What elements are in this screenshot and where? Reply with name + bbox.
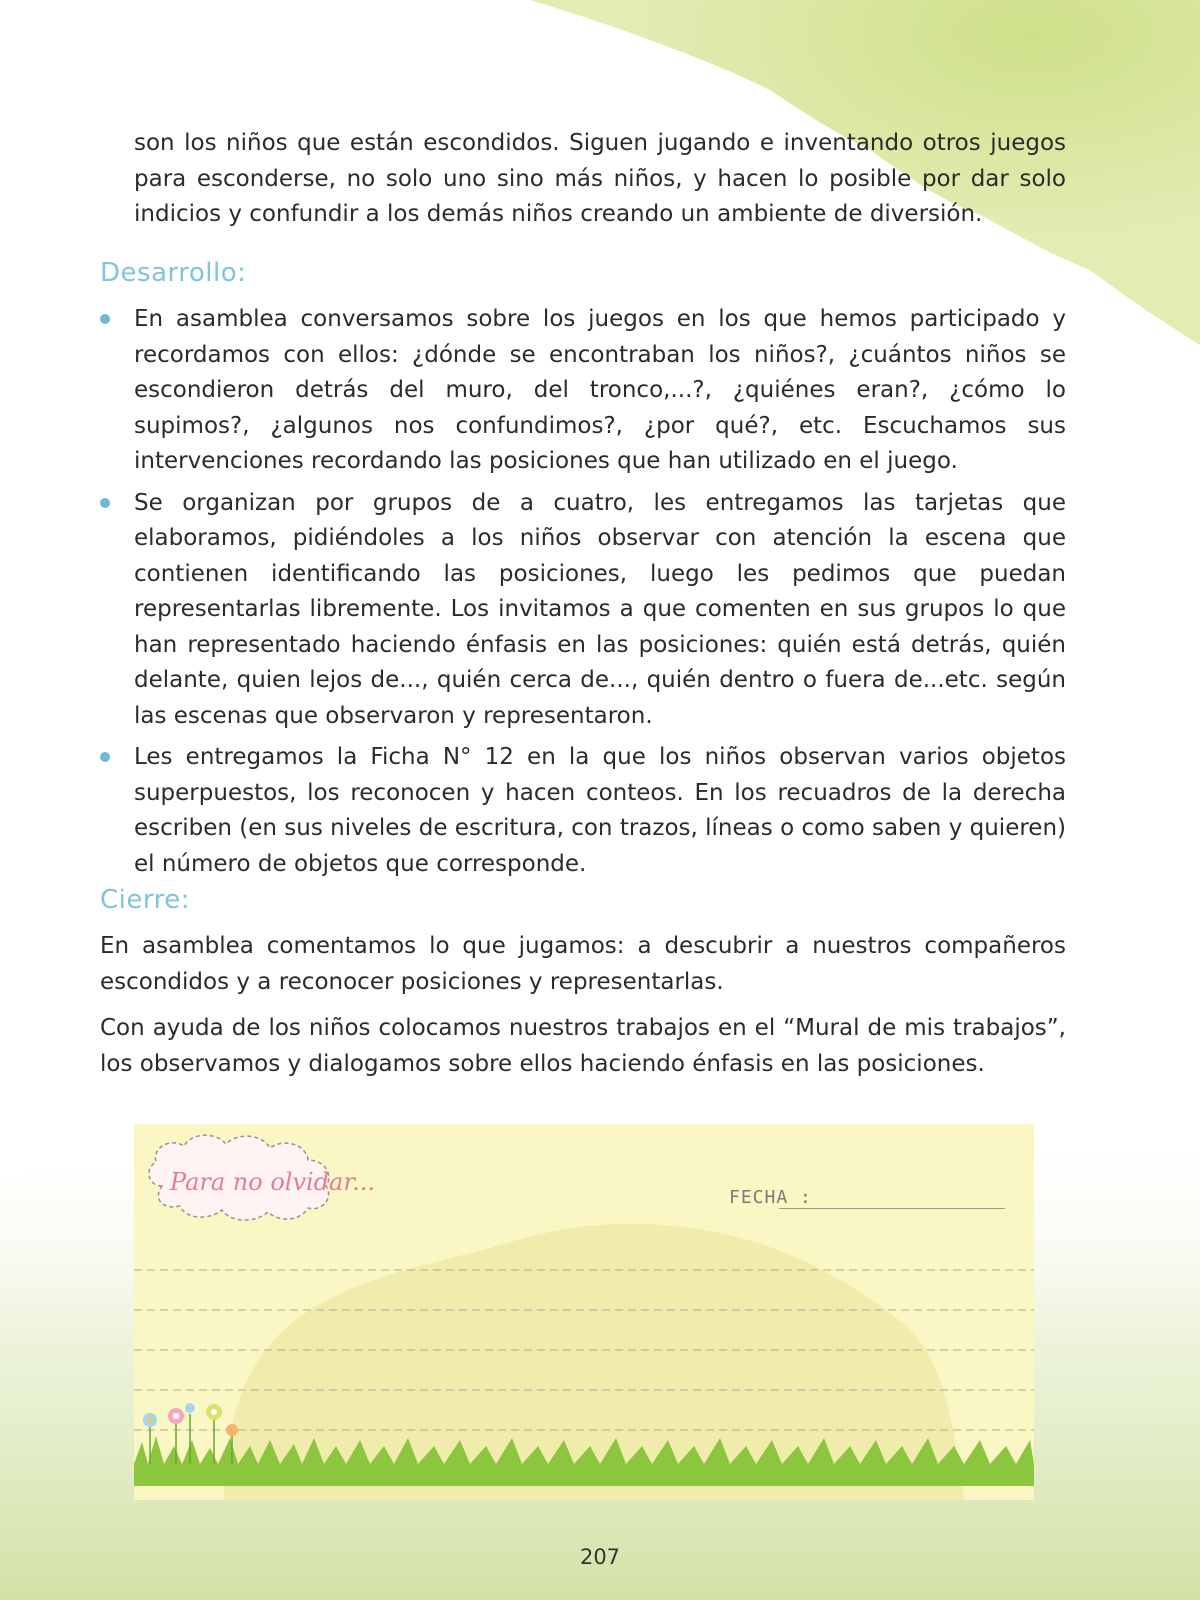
desarrollo-list	[100, 302, 1066, 888]
intro-paragraph: son los niños que están escondidos. Siguen jugando e inventando otros juegos para esconderse, no solo uno sino más niños, y hacen lo posible por dar solo indicios y confundir a los demás niños creando un ambiente de diversión.	[134, 130, 1066, 227]
list-item-text: En asamblea conversamos sobre los juegos en los que hemos participado y recordamos con ellos: ¿dónde se encontraban los niños?, ¿cuántos niños se escondieron detrás del muro, del tronco,...?, ¿quiénes eran?, ¿cómo lo supimos?, ¿algunos nos confundimos?, ¿por qué?, etc. Escuchamos sus intervenciones recordando las posiciones que han utilizado en el juego.	[134, 306, 1066, 474]
cierre-paragraph-1: En asamblea comentamos lo que jugamos: a descubrir a nuestros compañeros escondidos y a reconocer posiciones y representarlas.	[100, 933, 1066, 995]
list-item-text: Les entregamos la Ficha N° 12 en la que los niños observan varios objetos superpuestos, los reconocen y hacen conteos. En los recuadros de la derecha escriben (en sus niveles de escritura, con trazos, líneas o como saben y quieren) el número de objetos que corresponde.	[134, 744, 1066, 877]
date-field-line	[779, 1208, 1005, 1209]
cierre-paragraph-2: Con ayuda de los niños colocamos nuestros trabajos en el “Mural de mis trabajos”, los observamos y dialogamos sobre ellos haciendo énfasis en las posiciones.	[100, 1015, 1066, 1077]
bullet-icon	[100, 314, 110, 324]
page-number: 207	[579, 1545, 621, 1569]
bullet-icon	[100, 752, 110, 762]
note-card-label: Para no olvidar...	[170, 1168, 376, 1196]
desarrollo-heading: Desarrollo:	[100, 258, 247, 288]
date-label: FECHA :	[729, 1187, 812, 1208]
bullet-icon	[100, 498, 110, 508]
list-item	[100, 486, 1066, 735]
list-item	[100, 740, 1066, 882]
cierre-heading: Cierre:	[100, 885, 190, 915]
list-item-text: Se organizan por grupos de a cuatro, les entregamos las tarjetas que elaboramos, pidiéndoles a los niños observar con atención la escena que contienen identificando las posiciones, luego les pedimos que puedan representarlas libremente. Los invitamos a que comenten en sus grupos lo que han representado haciendo énfasis en las posiciones: quién está detrás, quién delante, quien lejos de..., quién cerca de..., quién dentro o fuera de...etc. según las escenas que observaron y representaron.	[134, 489, 1066, 729]
list-item	[100, 302, 1066, 480]
